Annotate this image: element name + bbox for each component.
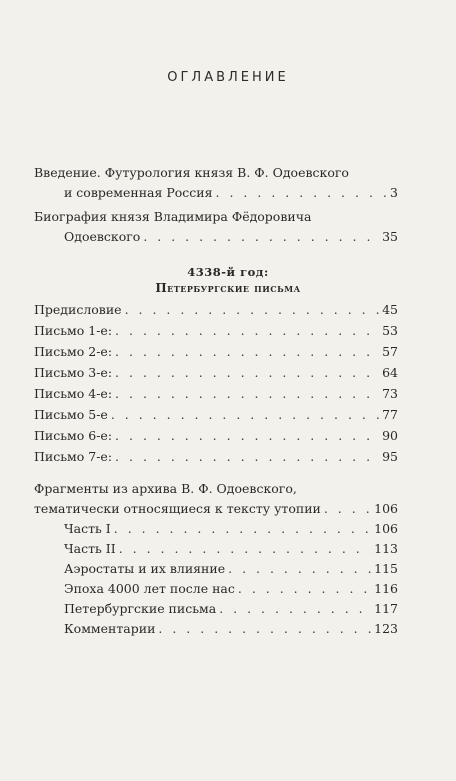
toc-entry-fragment-item[interactable]: [34, 619, 398, 639]
page-number: 77: [382, 407, 398, 422]
page-number: 115: [374, 561, 398, 576]
biography-title-line2: Одоевского: [64, 229, 141, 244]
leader-dots: [111, 404, 379, 425]
page-number: 73: [382, 386, 398, 401]
leader-dots: [119, 539, 371, 559]
leader-dots: [216, 183, 388, 203]
leader-dots: [115, 383, 379, 404]
entry-label: Предисловие: [34, 302, 122, 317]
page-number: 45: [382, 302, 398, 317]
page-number: 123: [374, 621, 398, 636]
page-number: 106: [374, 521, 398, 536]
toc-heading: ОГЛАВЛЕНИЕ: [167, 70, 289, 85]
entry-label: Эпоха 4000 лет после нас: [64, 581, 235, 596]
toc-entry-letter[interactable]: [34, 383, 398, 404]
toc-block-intro: [34, 163, 398, 247]
toc-block-fragments: [34, 479, 398, 639]
entry-label: Часть I: [64, 521, 111, 536]
entry-label: Часть II: [64, 541, 116, 556]
toc-entry-letter[interactable]: [34, 341, 398, 362]
leader-dots: [158, 619, 371, 639]
page-number: 90: [382, 428, 398, 443]
entry-label: Петербургские письма: [64, 601, 217, 616]
toc-entry-letter[interactable]: [34, 320, 398, 341]
part-heading-line1: 4338-й год:: [187, 265, 269, 279]
page-number: 95: [382, 449, 398, 464]
part-heading-line2: Петербургские письма: [155, 281, 301, 295]
leader-dots: [115, 341, 379, 362]
page-number: 57: [382, 344, 398, 359]
leader-dots: [115, 320, 379, 341]
leader-dots: [115, 362, 379, 383]
leader-dots: [238, 579, 371, 599]
entry-label: Письмо 5-е: [34, 407, 108, 422]
page-number: 117: [374, 601, 398, 616]
toc-entry-letter[interactable]: [34, 362, 398, 383]
toc-entry-letter[interactable]: [34, 299, 398, 320]
toc-entry-intro[interactable]: [34, 183, 398, 203]
leader-dots: [114, 519, 371, 539]
entry-label: Комментарии: [64, 621, 156, 636]
leader-dots: [143, 227, 379, 247]
leader-dots: [125, 299, 380, 320]
toc-entry-letter[interactable]: [34, 446, 398, 467]
entry-label: Письмо 2-е:: [34, 344, 113, 359]
toc-entry-fragment-item[interactable]: [34, 519, 398, 539]
page-number: 64: [382, 365, 398, 380]
page-number: 3: [390, 185, 398, 200]
page-number: 116: [374, 581, 398, 596]
entry-label: Письмо 1-е:: [34, 323, 113, 338]
entry-label: Письмо 3-е:: [34, 365, 113, 380]
fragments-title-line1: Фрагменты из архива В. Ф. Одоевского,: [34, 481, 297, 496]
toc-entry-fragment-item[interactable]: [34, 539, 398, 559]
page-number: 53: [382, 323, 398, 338]
intro-title-line1: Введение. Футурология князя В. Ф. Одоевского: [34, 165, 349, 180]
toc-block-letters: [34, 299, 398, 467]
leader-dots: [219, 599, 371, 619]
toc-entry-fragments[interactable]: [34, 499, 398, 519]
toc-entry-letter[interactable]: [34, 425, 398, 446]
entry-label: Письмо 4-е:: [34, 386, 113, 401]
intro-title-line2: и современная Россия: [64, 185, 213, 200]
leader-dots: [324, 499, 371, 519]
page-number: 106: [374, 501, 398, 516]
fragments-title-line2: тематически относящиеся к тексту утопии: [34, 501, 321, 516]
toc-entry-fragment-item[interactable]: [34, 579, 398, 599]
entry-label: Аэростаты и их влияние: [64, 561, 226, 576]
toc-entry-fragment-item[interactable]: [34, 599, 398, 619]
part-heading: [0, 264, 456, 296]
page-number: 113: [374, 541, 398, 556]
leader-dots: [115, 446, 379, 467]
entry-label: Письмо 7-е:: [34, 449, 113, 464]
leader-dots: [228, 559, 371, 579]
toc-entry-biography[interactable]: [34, 227, 398, 247]
biography-title-line1: Биография князя Владимира Фёдоровича: [34, 209, 312, 224]
leader-dots: [115, 425, 379, 446]
page-number: 35: [382, 229, 398, 244]
toc-entry-letter[interactable]: [34, 404, 398, 425]
toc-entry-fragment-item[interactable]: [34, 559, 398, 579]
entry-label: Письмо 6-е:: [34, 428, 113, 443]
